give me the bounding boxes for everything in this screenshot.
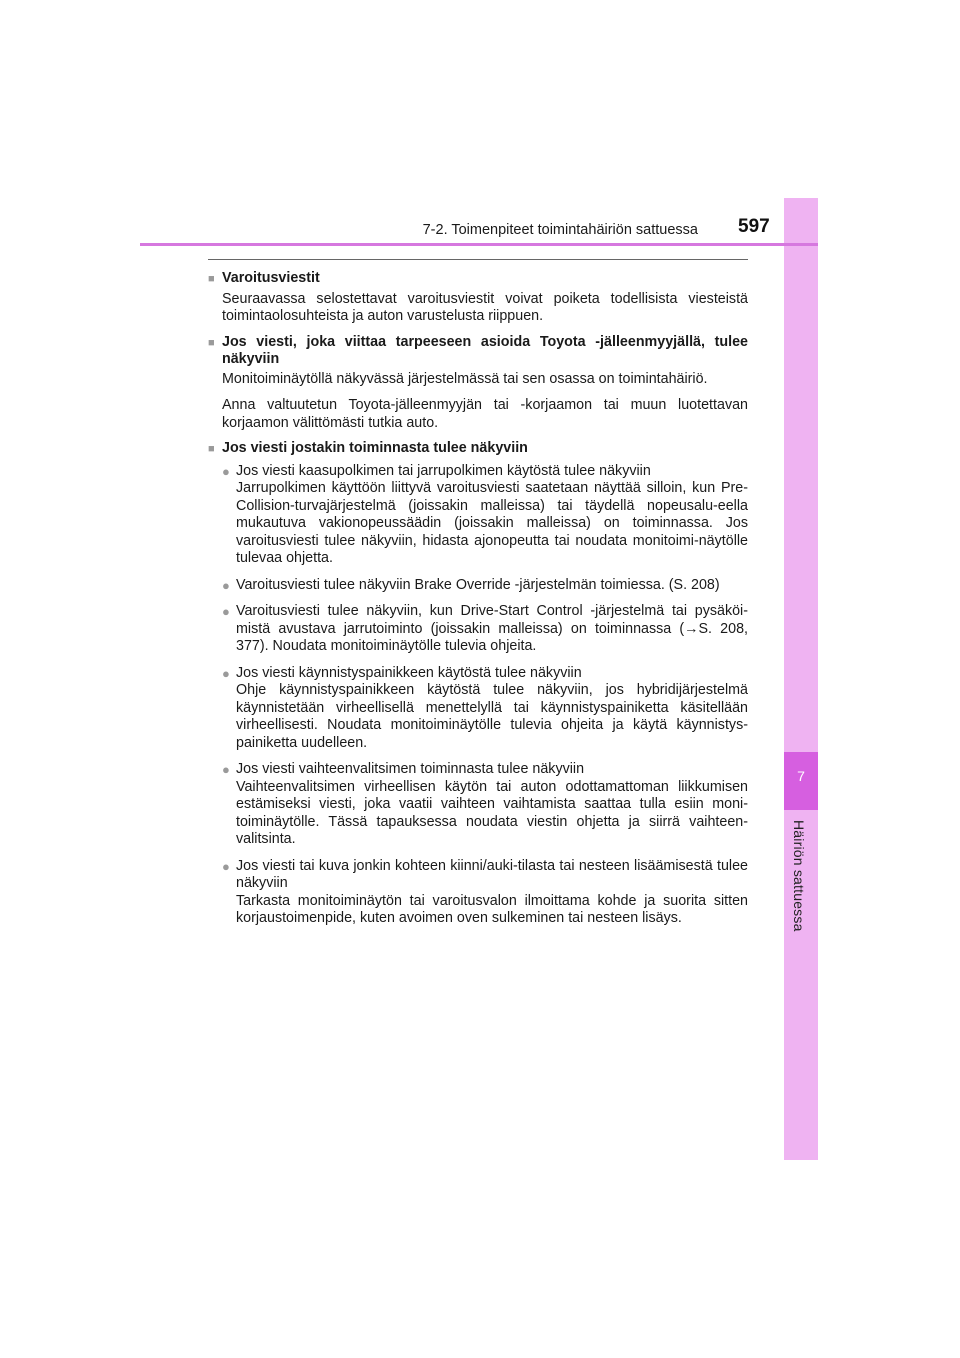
round-bullet-icon: ● xyxy=(222,762,230,777)
page-number: 597 xyxy=(738,216,770,237)
heading-warning-messages: ■ Varoitusviestit xyxy=(208,270,748,289)
chapter-number: 7 xyxy=(797,768,805,784)
header-divider xyxy=(140,243,818,246)
side-tab-strip xyxy=(784,198,818,1160)
heading-function-message: ■ Jos viesti jostakin toiminnasta tulee näkyviin xyxy=(208,440,748,459)
round-bullet-icon: ● xyxy=(222,665,230,681)
list-item: ● Jos viesti tai kuva jonkin kohteen kiinni/auki-tilasta tai nesteen lisäämisestä tulee näkyviin Tarkasta monitoiminäytön tai varoitusvalon ilmoittama kohde ja suorita sitten korjaustoimenpide, kuten avoimen oven sulkeminen tai nesteen lisäys. xyxy=(222,857,748,926)
heading-dealer-message: ■ Jos viesti, joka viittaa tarpeeseen asioida Toyota -jälleenmyyjällä, tulee näkyviin xyxy=(208,333,748,367)
round-bullet-icon: ● xyxy=(222,604,230,619)
list-item: ● Jos viesti kaasupolkimen tai jarrupolkimen käytöstä tulee näkyviin Jarrupolkimen käyttöön liittyvä varoitusviesti saatetaan näyttää silloin, kun Pre-Collision-turvajärjestelmä (joissakin malleissa) tai täydellä nopeusalu-eella mukautuva vakionopeussäädin (joissakin malleissa) on toiminnassa. Jos varoitusviesti tulee näkyviin, hidasta ajonopeutta tai noudata monitoimi-näytölle tulevaa ohjetta. xyxy=(222,462,748,566)
square-bullet-icon: ■ xyxy=(208,443,215,455)
square-bullet-icon: ■ xyxy=(208,336,215,349)
list-item: ● Jos viesti käynnistyspainikkeen käytöstä tulee näkyviin Ohje käynnistyspainikkeen käytöstä tulee näkyviin, jos hybridijärjestelmä käynnistetään virheellisellä menettelyllä tai käynnistyspainiketta käsitellään virheellisesti. Noudata monitoiminäytölle tulevia ohjeita ja käytä käynnistys-painiketta uudelleen. xyxy=(222,664,748,751)
chapter-title: Häiriön sattuessa xyxy=(791,820,807,932)
paragraph: Anna valtuutetun Toyota-jälleenmyyjän tai -korjaamon tai muun luotettavan korjaamon välittömästi tutkia auto. xyxy=(222,397,748,431)
list-item: ● Varoitusviesti tulee näkyviin, kun Drive-Start Control -järjestelmä tai pysäköi-mistä avustava jarrutoiminto (joissakin malleissa) on toiminnassa (→S. 208, 377). Noudata monitoiminäytölle tulevia ohjeita. xyxy=(222,603,748,654)
round-bullet-icon: ● xyxy=(222,577,230,593)
paragraph: Seuraavassa selostettavat varoitusviestit voivat poiketa todellisista viesteistä toimintaolosuhteista ja auton varustelusta riippuen. xyxy=(222,290,748,324)
square-bullet-icon: ■ xyxy=(208,273,215,285)
section-title: 7-2. Toimenpiteet toimintahäiriön sattuessa xyxy=(422,222,698,238)
page-content xyxy=(208,266,748,928)
paragraph: Monitoiminäytöllä näkyvässä järjestelmässä tai sen osassa on toimintahäiriö. xyxy=(222,370,708,387)
content-rule xyxy=(208,259,748,260)
list-item: ● Jos viesti vaihteenvalitsimen toiminnasta tulee näkyviin Vaihteenvalitsimen virheellisen käytön tai auton odottamattoman liikkumisen estämiseksi viesti, joka vaatii vaihteen vaihtamista saattaa tulla esiin moni-toiminäytölle. Tässä tapauksessa noudata viestin ohjetta ja siirrä vaihteen-valitsinta. xyxy=(222,761,748,847)
round-bullet-icon: ● xyxy=(222,463,230,479)
round-bullet-icon: ● xyxy=(222,858,230,874)
list-item: ● Varoitusviesti tulee näkyviin Brake Override -järjestelmän toimiessa. (S. 208) xyxy=(222,576,720,593)
